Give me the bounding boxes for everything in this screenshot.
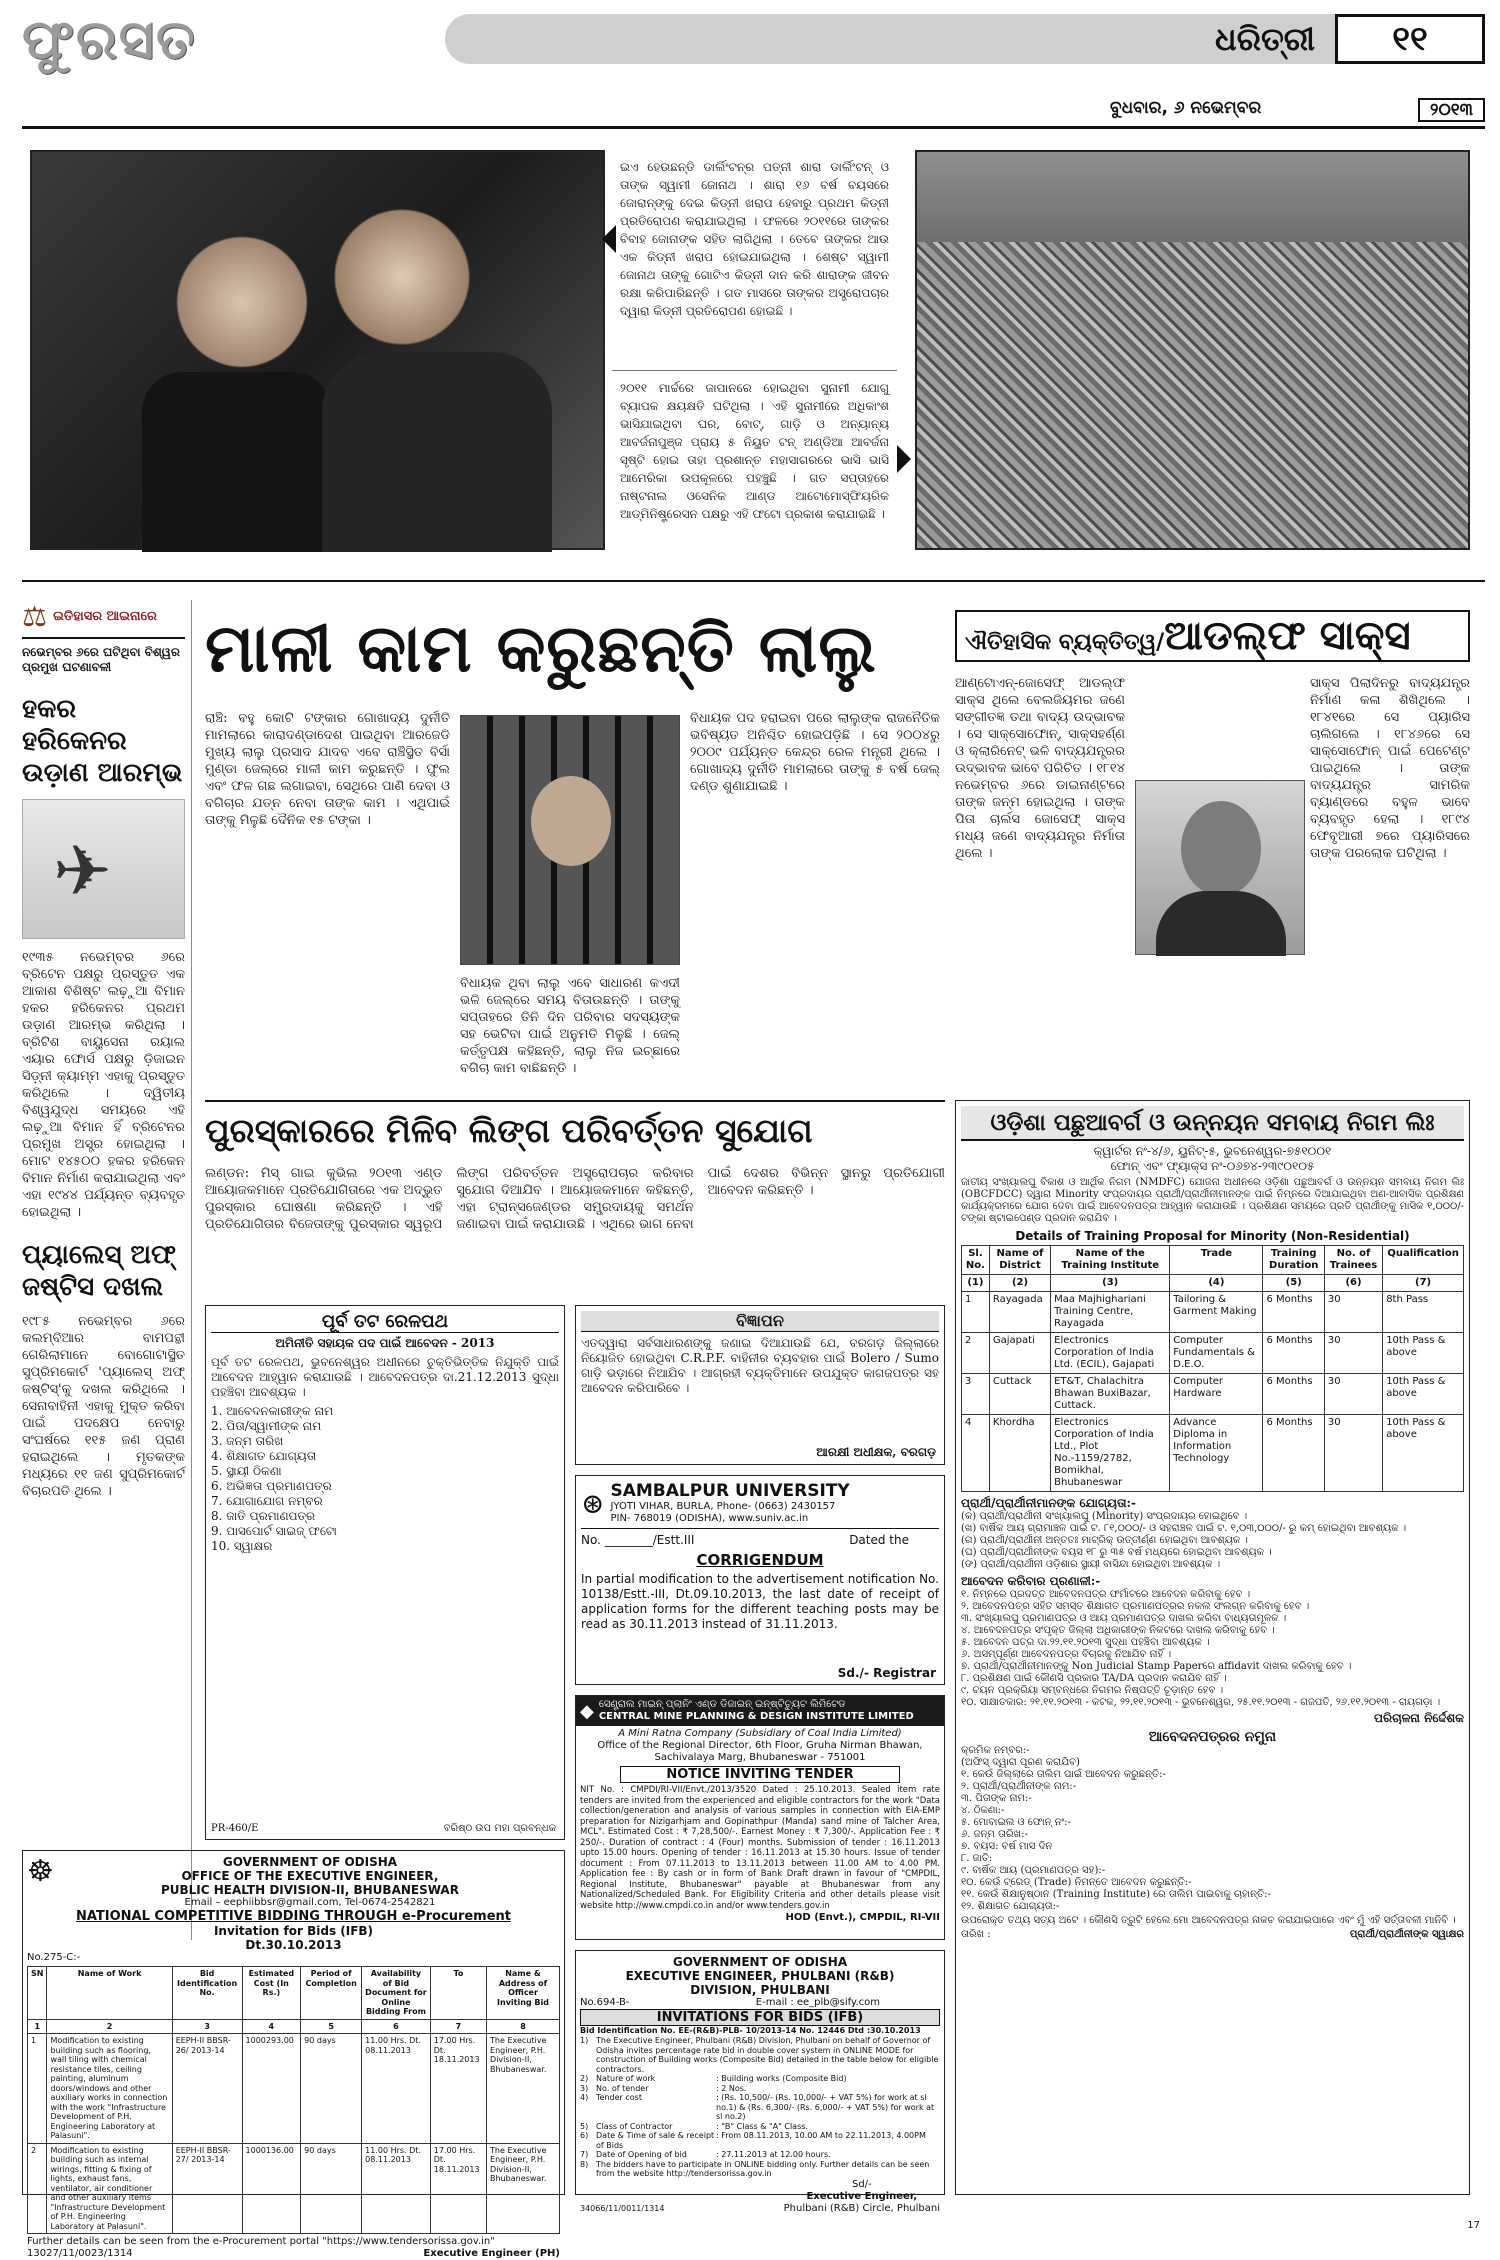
phulbani-row — [580, 2036, 940, 2074]
phd-ifb-notice — [22, 1850, 565, 2259]
eligibility-item: (କ) ପ୍ରାର୍ଥୀ/ପ୍ରାର୍ଥୀନୀ ସଂଖ୍ୟାଲଘୁ (Minority) ସଂପ୍ରଦାୟର ହୋଇଥିବେ । — [961, 1511, 1248, 1522]
phulbani-row-num: 4) — [580, 2093, 589, 2102]
cmpdi-logo-icon: ◆ — [580, 1700, 594, 1722]
phulbani-row — [580, 2122, 940, 2132]
issue-date: ବୁଧବାର, ୬ ନଭେମ୍ବର — [1110, 98, 1262, 118]
phulbani-sign1: Sd/- — [851, 2178, 872, 2190]
table-cell: 2 — [962, 1333, 990, 1374]
lalu-photo — [460, 715, 680, 965]
eligibility-item: (ଖ) ବାର୍ଷିକ ଆୟ ଗ୍ରାମାଞ୍ଚଳ ପାଇଁ ଟ. ୮୧,୦୦୦/- ଓ ସହରାଞ୍ଚଳ ପାଇଁ ଟ. ୧,୦୩,୦୦୦/- ରୁ କମ୍ ହୋଇଥିବା ଆବଶ୍ୟକ । — [961, 1523, 1407, 1534]
phulbani-row-key: Date & Time of sale & receipt of Bids — [596, 2131, 715, 2150]
table-header-cell: Training Duration — [1263, 1246, 1324, 1275]
ecr-list-item: 4. ଶିକ୍ଷାଗତ ଯୋଗ୍ୟତା — [211, 1449, 317, 1463]
table-header-cell: Bid Identification No. — [172, 1967, 242, 2020]
table-row — [28, 2034, 560, 2144]
table-cell: Electronics Corporation of India Ltd. (ECIL), Gajapati — [1051, 1333, 1170, 1374]
woman-dress — [142, 372, 332, 552]
issue-year: ୨୦୧୩ — [1418, 98, 1485, 122]
procedure-item: ୩. ସଂଖ୍ୟାଲଘୁ ପ୍ରମାଣପତ୍ର ଓ ଆୟ ପ୍ରମାଣପତ୍ର ଦାଖଲ କରିବା ବାଧ୍ୟତାମୂଳକ । — [961, 1613, 1287, 1624]
phd-table — [27, 1966, 560, 2234]
sambalpur-addr1: JYOTI VIHAR, BURLA, Phone- (0663) 2430157 — [610, 1501, 836, 1512]
phulbani-row — [580, 2093, 940, 2122]
table-colnum-cell: 5 — [301, 2019, 362, 2034]
phulbani-row-key: Date of Opening of bid — [596, 2150, 687, 2159]
page-number: ୧୧ — [1335, 14, 1485, 64]
lalu-headline: ମାଳୀ କାମ କରୁଛନ୍ତି ଲାଲୁ — [205, 609, 877, 687]
sidebar-logo-text: ଇତିହାସର ଆଇନାରେ — [53, 609, 157, 624]
table-colnum-cell: (4) — [1170, 1275, 1263, 1292]
table-cell: 6 Months — [1263, 1415, 1324, 1492]
obcfdc-phone: ଫୋନ୍ ଏବଂ ଫ୍ୟାକ୍ସ ନଂ-୦୬୭୪-୨୩୯୦୧୦୫ — [1110, 1159, 1315, 1173]
sax-text-1: ଆଣ୍ଟୋଏନ୍-ଜୋସେଫ୍ ଆଡଲ୍ଫ ସାକ୍ସ ଥିଲେ ବେଲଜିୟମର ଜଣେ ସଙ୍ଗୀତଜ୍ଞ ତଥା ବାଦ୍ୟ ଉଦ୍ଭାବକ । ସେ ସାକ୍ସୋଫୋନ୍, ସାକ୍ସହର୍ଣ୍ଣ ଓ କ୍ଲାରିନେଟ୍ ଭଳି ବାଦ୍ୟଯନ୍ତ୍ରର ଉଦ୍ଭାବକ ଭାବେ ପରିଚିତ । ୧୮୧୪ ନଭେମ୍ବର ୬ରେ ଡାଇନାଣ୍ଟରେ ତାଙ୍କ ଜନ୍ମ ହୋଇଥିଲା । ତାଙ୍କ ପିତା ଚାର୍ଲସ ଜୋସେଫ୍ ସାକ୍ସ ମଧ୍ୟ ଜଣେ ବାଦ୍ୟଯନ୍ତ୍ର ନିର୍ମାତା ଥିଲେ । — [955, 676, 1125, 861]
sambalpur-title: SAMBALPUR UNIVERSITY — [610, 1481, 850, 1501]
obcfdc-addr: କ୍ୱାର୍ଟର ନଂ-୪/୬, ୟୁନିଟ୍-୫, ଭୁବନେଶ୍ୱର-୭୫୧୦୦୧ — [1093, 1144, 1332, 1158]
procedure-item: ୬. ଅସମ୍ପୂର୍ଣ୍ଣ ଆବେଦନପତ୍ର ବିଚାରକୁ ନିଆଯିବ ନାହିଁ । — [961, 1649, 1172, 1660]
lalu-text-3: ବିଧାୟକ ପଦ ହରାଇବା ପରେ ଲାଲୁଙ୍କ ରାଜନୈତିକ ଭବିଷ୍ୟତ ଅନିଶ୍ଚିତ ହୋଇପଡ଼ିଛି । ସେ ୨୦୦୪ରୁ ୨୦୦୯ ପର୍ଯ୍ୟନ୍ତ କେନ୍ଦ୍ର ରେଳ ମନ୍ତ୍ରୀ ଥିଲେ । ଗୋଖାଦ୍ୟ ଦୁର୍ନୀତି ମାମଲାରେ ତାଙ୍କୁ ୫ ବର୍ଷ ଜେଲ୍ ଦଣ୍ଡ ଶୁଣାଯାଇଛି । — [690, 711, 940, 794]
table-cell: 10th Pass & above — [1383, 1374, 1464, 1415]
ecr-list-item: 5. ସ୍ଥାୟୀ ଠିକଣା — [211, 1464, 282, 1478]
table-cell: 6 Months — [1263, 1374, 1324, 1415]
gender-headline: ପୁରସ୍କାରରେ ମିଳିବ ଲିଙ୍ଗ ପରିବର୍ତ୍ତନ ସୁଯୋଗ — [205, 1111, 813, 1150]
cmpdi-sign: HOD (Envt.), CMPDIL, RI-VII — [785, 1912, 940, 1923]
obcfdc-title: ଓଡ଼ିଶା ପଛୁଆବର୍ଗ ଓ ଉନ୍ନୟନ ସମବାୟ ନିଗମ ଲିଃ — [961, 1106, 1464, 1141]
table-header-cell: To — [430, 1967, 486, 2020]
table-cell: 6 Months — [1263, 1292, 1324, 1333]
table-cell: 1 — [28, 2034, 47, 2144]
procedure-item: ୫. ଆବେଦନ ପତ୍ର ଦା.୨୨.୧୧.୨୦୧୩ ସୁଦ୍ଧା ପହଞ୍ଚିବା ଆବଶ୍ୟକ । — [961, 1637, 1210, 1648]
ecr-list-item: 8. ଜାତି ପ୍ରମାଣପତ୍ର — [211, 1509, 316, 1523]
table-header-cell: Sl. No. — [962, 1246, 990, 1275]
table-colnum-cell: (6) — [1324, 1275, 1382, 1292]
phulbani-sign3: Phulbani (R&B) Circle, Phulbani — [783, 2202, 940, 2214]
table-colnum-cell: 8 — [487, 2019, 560, 2034]
phd-email: Email – eephiibbsr@gmail.com, Tel-0674-2542821 — [184, 1897, 436, 1908]
ecr-title: ପୂର୍ବ ତଟ ରେଳପଥ — [211, 1311, 559, 1333]
table-colnum-cell: (2) — [989, 1275, 1050, 1292]
table-header-cell: Name of District — [989, 1246, 1050, 1275]
table-header-cell: Estimated Cost (In Rs.) — [242, 1967, 301, 2020]
table-header-cell: Qualification — [1383, 1246, 1464, 1275]
table-row — [962, 1374, 1464, 1415]
cmpdi-notice — [575, 1695, 945, 1940]
obcfdc-notice — [955, 1100, 1470, 2195]
table-cell: Rayagada — [989, 1292, 1050, 1333]
form-field-item: କ୍ରମିକ ନମ୍ବର:- — [961, 1745, 1030, 1756]
tsunami-debris-photo — [915, 150, 1470, 550]
table-cell: 17.00 Hrs. Dt. 18.11.2013 — [430, 2034, 486, 2144]
phulbani-ifb-notice — [575, 1950, 945, 2214]
procedure-item: ୨. ଆବେଦନପତ୍ର ସହିତ ସମସ୍ତ ଶିକ୍ଷାଗତ ପ୍ରମାଣପତ୍ରର ନକଲ ସଂଲଗ୍ନ କରିବାକୁ ହେବ । — [961, 1601, 1310, 1612]
eligibility-item: (ଙ) ପ୍ରାର୍ଥୀ/ପ୍ରାର୍ଥୀନୀ ଓଡ଼ିଶାର ସ୍ଥାୟୀ ବାସିନ୍ଦା ହୋଇଥିବା ଆବଶ୍ୟକ । — [961, 1559, 1221, 1570]
ecr-footer: ବରିଷ୍ଠ ଉପ ମହା ପ୍ରବନ୍ଧକ — [443, 1823, 556, 1834]
caption-arrow-right — [897, 445, 911, 473]
phulbani-email: E-mail : ee_plb@sify.com — [755, 1997, 880, 2008]
woman-figure — [172, 222, 312, 382]
sambalpur-body: In partial modification to the advertisement notification No. 10138/Estt.-III, Dt.09.10.2013, the last date of receipt of application forms for the different teaching posts may be read as 30.11.2013 instead of 31.11.2013. — [581, 1572, 939, 1631]
sax-coat — [1156, 891, 1286, 956]
obcfdc-date-label: ତାରିଖ : — [961, 1929, 991, 1940]
table-cell: Maa Majhighariani Training Centre, Rayagada — [1051, 1292, 1170, 1333]
caption-box-1 — [612, 150, 897, 370]
form-field-item: ୯. ବାର୍ଷିକ ଆୟ (ପ୍ରମାଣପତ୍ର ସହ):- — [961, 1865, 1106, 1876]
table-row — [962, 1333, 1464, 1374]
table-cell: 11.00 Hrs. Dt. 08.11.2013 — [362, 2034, 431, 2144]
ecr-list — [211, 1404, 559, 1554]
masthead-bar — [445, 14, 1485, 64]
hurricane-plane-photo — [22, 799, 185, 939]
sax-headline-box — [955, 610, 1470, 662]
sambalpur-sign: Sd./- Registrar — [837, 1666, 936, 1680]
table-header-cell: Name of the Training Institute — [1051, 1246, 1170, 1275]
table-header-cell: SN — [28, 1967, 47, 2020]
phd-dt: Dt.30.10.2013 — [245, 1938, 342, 1952]
phulbani-row — [580, 2160, 940, 2179]
form-field-item: ୧୧. କେଉଁ ଶିକ୍ଷାନୁଷ୍ଠାନ (Training Institute) ରେ ତାଲିମ ପାଇବାକୁ ଚାହାନ୍ତି:- — [961, 1889, 1271, 1900]
table-header-cell: Trade — [1170, 1246, 1263, 1275]
man-jacket — [322, 352, 552, 552]
table-colnum-cell: (3) — [1051, 1275, 1170, 1292]
table-colnum-cell: (7) — [1383, 1275, 1464, 1292]
phulbani-row-num: 6) — [580, 2131, 589, 2140]
phulbani-t2: EXECUTIVE ENGINEER, PHULBANI (R&B) — [625, 1969, 895, 1983]
cmpdi-sub1: A Mini Ratna Company (Subsidiary of Coal India Limited) — [618, 1728, 902, 1739]
caption-box-2 — [612, 370, 897, 550]
gavel-icon: ⚖ — [22, 600, 48, 633]
sambalpur-no: No. ________/Estt.III — [581, 1533, 695, 1547]
table-cell: 90 days — [301, 2034, 362, 2144]
phd-no: No.275-C:- — [27, 1952, 81, 1963]
phulbani-row-num: 3) — [580, 2083, 589, 2093]
eligibility-item: (ଗ) ପ୍ରାର୍ଥୀ/ପ୍ରାର୍ଥୀନୀ ଅନ୍ତତଃ ମାଟ୍ରିକ୍ ଉତ୍ତୀର୍ଣ୍ଣ ହୋଇଥିବା ଆବଶ୍ୟକ । — [961, 1535, 1248, 1546]
phulbani-row-num: 2) — [580, 2074, 589, 2083]
table-colnum-cell: 7 — [430, 2019, 486, 2034]
obcfdc-declaration: ଉପରୋକ୍ତ ତଥ୍ୟ ସତ୍ୟ ଅଟେ । କୌଣସି ତ୍ରୁଟି ହେଲେ ମୋ ଆବେଦନପତ୍ର ନାକଚ କରାଯାଇପାରେ ଏବଂ ମୁଁ ଏହି ସର୍ତ୍ତାବଳୀ ମାନିବି । — [961, 1915, 1456, 1926]
bigyapan-text: ଏତଦ୍ୱାରା ସର୍ବସାଧାରଣଙ୍କୁ ଜଣାଇ ଦିଆଯାଉଛି ଯେ, ବରଗଡ଼ ଜିଲ୍ଲାରେ ନିୟୋଜିତ ହୋଇଥିବା C.R.P.F. ବାହିନୀର ବ୍ୟବହାର ପାଇଁ Bolero / Sumo ଗାଡ଼ି ଭଡ଼ାରେ ନିଆଯିବ । ଆଗ୍ରହୀ ବ୍ୟକ୍ତିମାନେ ଉପଯୁକ୍ତ କାଗଜପତ୍ର ସହ ଆବେଦନ କରିପାରିବେ । — [581, 1336, 939, 1395]
sambalpur-notice — [575, 1475, 945, 1685]
form-field-item: ୬. ଜନ୍ମ ତାରିଖ:- — [961, 1829, 1028, 1840]
table-header-cell: Availability of Bid Document for Online Bidding From — [362, 1967, 431, 2020]
lalu-text-1: ରାଞ୍ଚି: ବହୁ କୋଟି ଟଙ୍କାର ଗୋଖାଦ୍ୟ ଦୁର୍ନୀତି ମାମଲାରେ କାରାଦଣ୍ଡାଦେଶ ପାଇଥିବା ଆରଜେଡି ମୁଖ୍ୟ ଲାଲୁ ପ୍ରସାଦ ଯାଦବ ଏବେ ରାଞ୍ଚିସ୍ଥିତ ବିର୍ସା ମୁଣ୍ଡା ଜେଲ୍‌ରେ ମାଳୀ କାମ କରୁଛନ୍ତି । ଫୁଲ ଏବଂ ଫଳ ଗଛ ଲଗାଇବା, ସେଥିରେ ପାଣି ଦେବା ଓ ବଗିଚାର ଯତ୍ନ ନେବା ତାଙ୍କ କାମ । ଏଥିପାଇଁ ତାଙ୍କୁ ମିଳୁଛି ଦୈନିକ ୧୫ ଟଙ୍କା । — [205, 711, 450, 828]
page-footer-number: 17 — [1467, 2220, 1480, 2231]
ecr-list-item: 6. ଅଭିଜ୍ଞତା ପ୍ରମାଣପତ୍ର — [211, 1479, 332, 1493]
form-field-item: ୭. ବୟସ: ବର୍ଷ ମାସ ଦିନ — [961, 1841, 1053, 1852]
table-cell: 30 — [1324, 1333, 1382, 1374]
table-cell: 11.00 Hrs. Dt. 08.11.2013 — [362, 2143, 431, 2234]
gender-body — [205, 1165, 945, 1300]
phd-code: 13027/11/0023/1314 — [27, 2248, 133, 2259]
obcfdc-intro: ଜାତୀୟ ସଂଖ୍ୟାଲଘୁ ବିକାଶ ଓ ଆର୍ଥିକ ନିଗମ (NMDFC) ଯୋଜନା ଅଧୀନରେ ଓଡ଼ିଶା ପଛୁଆବର୍ଗ ଓ ଉନ୍ନୟନ ସମବାୟ ନିଗମ ଲିଃ (OBCFDCC) ଦ୍ୱାରା Minority ସଂପ୍ରଦାୟର ପ୍ରାର୍ଥୀ/ପ୍ରାର୍ଥୀନୀମାନଙ୍କ ପାଇଁ ନିମ୍ନରେ ଦିଆଯାଇଥିବା ଅଣ-ଆବାସିକ ପ୍ରଶିକ୍ଷଣ କାର୍ଯ୍ୟକ୍ରମରେ ଯୋଗ ଦେବା ପାଇଁ ଆବେଦନପତ୍ର ଆହ୍ୱାନ କରାଯାଉଛି । ପ୍ରଶିକ୍ଷଣ ସମୟରେ ପ୍ରତି ପ୍ରାର୍ଥୀଙ୍କୁ ମାସିକ ୧,୦୦୦/- ଟଙ୍କା ଷ୍ଟାଇପେଣ୍ଡ ପ୍ରଦାନ କରାଯିବ । — [961, 1177, 1464, 1224]
lalu-face — [531, 776, 611, 866]
caption-1: ଇଏ ହେଉଛନ୍ତି ଡାର୍ଲିଂଟନ୍‌ର ପତ୍ନୀ ଶାରା ଡାର୍ଲିଂଟନ୍ ଓ ତାଙ୍କ ସ୍ୱାମୀ ଜୋନାଥ । ଶାରା ୧୬ ବର୍ଷ ବୟସରେ ଜୋରାନ୍‌ଙ୍କୁ ଦେଇ କିଡ୍‌ନୀ ଖରାପ ହେବାରୁ ପ୍ରଥମ କିଡ୍‌ନୀ ପ୍ରତିରୋପଣ କରାଯାଇଥିଲା । ଫଳରେ ୨୦୧୧ରେ ତାଙ୍କର ବିବାହ ଜୋନାଙ୍କ ସହିତ ଲାଗିଥିଲା । ତେବେ ତାଙ୍କର ଆଉ ଏକ କିଡ୍‌ନୀ ଖରାପ ହୋଇଯାଇଥିଲା । ଶେଷ୍ଟ ସ୍ୱାମୀ ଜୋନାଥ ତାଙ୍କୁ ଗୋଟିଏ କିଡ୍‌ନୀ ଦାନ କରି ଶାରାଙ୍କ ଜୀବନ ରକ୍ଷା କରିପାରିଛନ୍ତି । ଗତ ମାସରେ ତାଙ୍କର ଅସ୍ତ୍ରୋପଚାର ଦ୍ୱାରା କିଡ୍‌ନୀ ପ୍ରତିରୋପଣ ହୋଇଛି । — [620, 160, 889, 318]
table-cell: 4 — [962, 1415, 990, 1492]
sambalpur-addr2: PIN- 768019 (ODISHA), www.suniv.ac.in — [610, 1513, 809, 1524]
dateline — [1110, 98, 1485, 120]
phulbani-row-value: : 2 Nos. — [716, 2083, 747, 2093]
table-colnum-cell: 4 — [242, 2019, 301, 2034]
obcfdc-table — [961, 1245, 1464, 1492]
table-cell: 10th Pass & above — [1383, 1415, 1464, 1492]
table-header-cell: Name of Work — [47, 1967, 172, 2020]
table-colnum-cell: 6 — [362, 2019, 431, 2034]
ecr-subtitle: ଅମିନୀତି ସହାୟକ ପଦ ପାଇଁ ଆବେଦନ - 2013 — [275, 1336, 495, 1350]
photo-rule — [22, 580, 1485, 582]
lalu-text-2: ବିଧାୟକ ଥିବା ଲାଲୁ ଏବେ ସାଧାରଣ କଏଦୀ ଭଳି ଜେଲ୍‌ରେ ସମୟ ବିତାଉଛନ୍ତି । ତାଙ୍କୁ ସପ୍ତାହରେ ତିନି ଦିନ ପରିବାର ସଦସ୍ୟଙ୍କ ସହ ଭେଟିବା ପାଇଁ ଅନୁମତି ମିଳୁଛି । ଜେଲ୍ କର୍ତ୍ତୃପକ୍ଷ କହିଛନ୍ତି, ଲାଲୁ ନିଜ ଇଚ୍ଛାରେ ବଗିଚା କାମ ବାଛିଛନ୍ତି । — [460, 976, 680, 1076]
history-sidebar — [22, 600, 192, 1940]
phd-sign: Executive Engineer (PH) — [423, 2248, 560, 2259]
table-cell: 30 — [1324, 1374, 1382, 1415]
phulbani-row-num: 1) — [580, 2036, 589, 2045]
caption-2: ୨୦୧୧ ମାର୍ଚ୍ଚରେ ଜାପାନରେ ହୋଇଥିବା ସୁନାମୀ ଯୋଗୁ ବ୍ୟାପକ କ୍ଷୟକ୍ଷତି ଘଟିଥିଲା । ଏହି ସୁନାମୀରେ ଅଧିକାଂଶ ଭାସିଯାଇଥିବା ଘର, ବୋଟ୍, ଗାଡ଼ି ଓ ଅନ୍ୟାନ୍ୟ ଆବର୍ଜନାପୁଞ୍ଜ ପ୍ରାୟ ୫ ନିୟୁତ ଟନ୍ ଅଣ୍ଡିଆ ଆବର୍ଜନା ସୃଷ୍ଟି ହୋଇ ତାହା ପ୍ରଶାନ୍ତ ମହାସାଗରରେ ଭାସି ଭାସି ଆମେରିକା ଉପକୂଳରେ ପହଞ୍ଚୁଛି । ଗତ ସପ୍ତାହରେ ନାଷ୍ଟନାଲ ଓସେନିକ ଆଣ୍ଡ ଆଟୋମୋସ୍ଫିୟରିକ ଆଡ୍‌ମିନିଷ୍ଟ୍ରେସନ ପକ୍ଷରୁ ଏହି ଫଟୋ ପ୍ରକାଶ କରାଯାଇଛି । — [620, 381, 889, 521]
table-cell: 30 — [1324, 1292, 1382, 1333]
obcfdc-form-fields — [961, 1745, 1464, 1913]
obcfdc-elig-title: ପ୍ରାର୍ଥୀ/ପ୍ରାର୍ଥୀନୀମାନଙ୍କ ଯୋଗ୍ୟତା:- — [961, 1496, 1136, 1510]
form-field-item: ୧. କେଉଁ ଜିଲ୍ଲାରେ ତାଲିମ ପାଇଁ ଆବେଦନ କରୁଛନ୍ତି:- — [961, 1769, 1166, 1780]
phd-footer: Further details can be seen from the e-Procurement portal "https://www.tendersorissa.gov.in" — [27, 2236, 495, 2247]
phulbani-row-num: 8) — [580, 2159, 589, 2169]
table-cell: Cuttack — [989, 1374, 1050, 1415]
phulbani-bid-id: Bid Identification No. EE-(R&B)-PLB- 10/2013-14 No. 12446 Dtd :30.10.2013 — [580, 2026, 921, 2035]
phd-t3: PUBLIC HEALTH DIVISION-II, BHUBANESWAR — [160, 1883, 459, 1897]
table-cell: 3 — [962, 1374, 990, 1415]
phulbani-details — [580, 2036, 940, 2179]
paper-name: ଧରିତ୍ରୀ — [1215, 20, 1315, 58]
sax-portrait — [1135, 780, 1305, 955]
phulbani-t3: DIVISION, PHULBANI — [690, 1983, 830, 1997]
cmpdi-banner-en: CENTRAL MINE PLANNING & DESIGN INSTITUTE LIMITED — [598, 1711, 914, 1722]
phulbani-row — [580, 2074, 940, 2084]
obcfdc-signature: ପ୍ରାର୍ଥୀ/ପ୍ରାର୍ଥୀନୀଙ୍କ ସ୍ୱାକ୍ଷର — [1349, 1929, 1464, 1940]
table-cell: 6 Months — [1263, 1333, 1324, 1374]
phulbani-row-key: The bidders have to participate in ONLINE bidding only. Further details can be seen from the website http://tendersorissa.gov.in — [596, 2159, 930, 2178]
sidebar-text-2: ୧୯୮୫ ନଭେମ୍ବର ୬ରେ କଲମ୍ବିଆର ବାମପନ୍ଥୀ ଗେରିଲାମାନେ ବୋଗୋଟାସ୍ଥିତ ସୁପ୍ରିମକୋର୍ଟ 'ପ୍ୟାଲେସ୍ ଅଫ୍ ଜଷ୍ଟିସ୍'କୁ ଦଖଲ କରିଥିଲେ । ସେନାବାହିନୀ ଏହାକୁ ମୁକ୍ତ କରିବା ପାଇଁ ପଦକ୍ଷେପ ନେବାରୁ ସଂଘର୍ଷରେ ୧୧୫ ଜଣ ପ୍ରାଣ ହରାଇଥିଲେ । ମୃତକଙ୍କ ମଧ୍ୟରେ ୧୧ ଜଣ ସୁପ୍ରିମକୋର୍ଟ ବିଚାରପତି ଥିଲେ । — [22, 1314, 185, 1499]
table-row — [28, 2143, 560, 2234]
university-emblem-icon: ⊛ — [581, 1486, 605, 1520]
phulbani-row-value: : "B" Class & "A" Class. — [716, 2121, 808, 2131]
table-cell: Tailoring & Garment Making — [1170, 1292, 1263, 1333]
phulbani-row-key: Tender cost — [596, 2093, 642, 2102]
table-colnum-cell: (5) — [1263, 1275, 1324, 1292]
phulbani-sign2: Executive Engineer, — [806, 2190, 918, 2202]
table-cell: 2 — [28, 2143, 47, 2234]
phulbani-row-num: 7) — [580, 2150, 589, 2159]
top-rule — [22, 126, 1485, 129]
ecr-notice — [205, 1305, 565, 1840]
bigyapan-title: ବିଜ୍ଞାପନ — [581, 1311, 939, 1332]
obcfdc-director: ପରିଚାଳନା ନିର୍ଦ୍ଦେଶକ — [1374, 1711, 1464, 1725]
table-row — [962, 1292, 1464, 1333]
ecr-code: PR-460/E — [211, 1823, 259, 1834]
ecr-list-item: 2. ପିତା/ସ୍ୱାମୀଙ୍କ ନାମ — [211, 1419, 322, 1433]
table-cell: 1000136.00 — [242, 2143, 301, 2234]
gender-headline-box — [205, 1108, 945, 1156]
form-field-item: ୧୨. ଶିକ୍ଷାଗତ ଯୋଗ୍ୟତା:- — [961, 1901, 1060, 1912]
table-cell: The Executive Engineer, P.H. Division-II, Bhubaneswar. — [487, 2034, 560, 2144]
form-field-item: ୧୦. କେଉଁ ଟ୍ରେଡ୍ (Trade) ନିମନ୍ତେ ଆବେଦନ କରୁଛନ୍ତି:- — [961, 1877, 1192, 1888]
airplane-icon: ✈ — [53, 830, 112, 912]
sidebar-heading-1: ହକର ହରିକେନର ଉଡ଼ାଣ ଆରମ୍ଭ — [22, 694, 183, 788]
table-cell: EEPH-II BBSR-27/ 2013-14 — [172, 2143, 242, 2234]
lalu-col-1 — [205, 710, 450, 1090]
phd-heading: NATIONAL COMPETITIVE BIDDING THROUGH e-Procurement — [75, 1909, 512, 1924]
table-cell: The Executive Engineer, P.H. Division-II, Bhubaneswar. — [487, 2143, 560, 2234]
table-header-cell: Name & Address of Officer Inviting Bid — [487, 1967, 560, 2020]
ecr-list-item: 7. ଯୋଗାଯୋଗ ନମ୍ବର — [211, 1494, 323, 1508]
obcfdc-proc-title: ଆବେଦନ କରିବାର ପ୍ରଣାଳୀ:- — [961, 1574, 1101, 1588]
bigyapan-notice — [575, 1305, 945, 1465]
table-cell: 8th Pass — [1383, 1292, 1464, 1333]
table-cell: 1 — [962, 1292, 990, 1333]
table-cell: 17.00 Hrs. Dt. 18.11.2013 — [430, 2143, 486, 2234]
table-colnum-cell: 2 — [47, 2019, 172, 2034]
form-field-item: ୮. ଜାତି: — [961, 1853, 993, 1864]
table-cell: Advance Diploma in Information Technology — [1170, 1415, 1263, 1492]
cmpdi-body: NIT No. : CMPDI/RI-VII/Envt./2013/3520 Dated : 25.10.2013. Sealed item rate tenders are invited from the experienced and eligible contractors for the work "Data collection/generation and analysis of various samples in connection with EIA-EMP preparation for Nizigarhjam and Gopinathpur (Manda) sand mine of Talcher Area, MCL". Estimated Cost : ₹ 7,28,500/-. Earnest Money : ₹ 7,300/-. Application Fee : ₹ 250/-. Duration of contract : 4 (Four) months. Submission of tender : 16.11.2013 upto 15.00 hours. Opening of tender : 16.11.2013 at 15.30 hours. Issue of tender document : From 07.11.2013 to 13.11.2013 between 11.00 AM to 4.00 PM. Application fee : By cash or in form of Bank Draft drawn in favour of "CMPDIL, Regional Institute, Bhubaneswar" payable at Bhubaneswar from any Nationalized/Scheduled Bank. For Eligibility Criteria and other details please visit website http://www.cmpdi.co.in and/or www.tenders.gov.in — [580, 1785, 940, 1911]
sidebar-text-1: ୧୯୩୫ ନଭେମ୍ବର ୬ରେ ବ୍ରିଟେନ ପକ୍ଷରୁ ପ୍ରସ୍ତୁତ ଏକ ଆକାଶ ବିଶିଷ୍ଟ ଲଢ଼ୁଆ ବିମାନ ହକର ହରିକେନର ପ୍ରଥମ ଉଡ଼ାଣ ଆରମ୍ଭ କରିଥିଲା । ବ୍ରିଟିଶ ବାୟୁସେନା ରୟାଲ ଏୟାର ଫୋର୍ସ ପକ୍ଷରୁ ଡ଼ିଜାଇନ ସିଡ଼୍‌ନୀ କ୍ୟାମ୍ମ ଏହାକୁ ପ୍ରସ୍ତୁତ କରିଥିଲେ । ଦ୍ୱିତୀୟ ବିଶ୍ୱଯୁଦ୍ଧ ସମୟରେ ଏହି ଲଢ଼ୁଆ ବିମାନ ହିଁ ବ୍ରିଟେନର ପ୍ରମୁଖ ଅସ୍ତ୍ର ହୋଇଥିଲା । ମୋଟ ୧୪୫୦୦ ହକର ହରିକେନ ବିମାନ ନିର୍ମାଣ କରାଯାଇଥିଲା ଏବଂ ଏହା ୧୯୪୪ ପର୍ଯ୍ୟନ୍ତ ବ୍ୟବହୃତ ହୋଇଥିଲା । — [22, 950, 185, 1220]
sea-water — [917, 152, 1468, 242]
ecr-list-item: 3. ଜନ୍ମ ତାରିଖ — [211, 1434, 284, 1448]
sax-text-2: ସାକ୍ସ ପିଲାଦିନରୁ ବାଦ୍ୟଯନ୍ତ୍ର ନିର୍ମାଣ କଳା ଶିଖିଥିଲେ । ୧୮୪୧ରେ ସେ ପ୍ୟାରିସ ଚାଲିଗଲେ । ୧୮୪୬ରେ ସେ ସାକ୍ସୋଫୋନ୍ ପାଇଁ ପେଟେଣ୍ଟ ପାଇଥିଲେ । ତାଙ୍କ ବାଦ୍ୟଯନ୍ତ୍ର ସାମରିକ ବ୍ୟାଣ୍ଡରେ ବହୁଳ ଭାବେ ବ୍ୟବହୃତ ହେଲା । ୧୮୯୪ ଫେବୃଆରୀ ୭ରେ ପ୍ୟାରିସରେ ତାଙ୍କ ପରଲୋକ ଘଟିଥିଲା । — [1310, 676, 1470, 861]
procedure-item: ୯. ଚୟନ ପ୍ରକ୍ରିୟା ସମ୍ବନ୍ଧରେ ନିଗମର ନିଷ୍ପତ୍ତି ଚୂଡ଼ାନ୍ତ ହେବ । — [961, 1685, 1224, 1696]
obcfdc-form-title: ଆବେଦନପତ୍ରର ନମୁନା — [1148, 1729, 1277, 1745]
table-header-cell: No. of Trainees — [1324, 1246, 1382, 1275]
table-cell: Gajapati — [989, 1333, 1050, 1374]
sidebar-heading-2: ପ୍ୟାଲେସ୍ ଅଫ୍ ଜଷ୍ଟିସ ଦଖଲ — [22, 1240, 176, 1302]
cmpdi-sub2: Office of the Regional Director, 6th Floor, Gruha Nirman Bhawan, Sachivalaya Marg, Bhubaneswar - 751001 — [597, 1740, 923, 1763]
procedure-item: ୮. ପ୍ରଶିକ୍ଷଣ ପାଇଁ କୌଣସି ପ୍ରକାର TA/DA ପ୍ରଦାନ କରାଯିବ ନାହିଁ । — [961, 1673, 1227, 1684]
table-cell: ET&T, Chalachitra Bhawan BuxiBazar, Cuttack. — [1051, 1374, 1170, 1415]
procedure-item: ୪. ଆବେଦନପତ୍ର ସଂପୃକ୍ତ ଜିଲ୍ଲା ଅଧିକାରୀଙ୍କ ନିକଟରେ ଦାଖଲ କରିବାକୁ ହେବ । — [961, 1625, 1275, 1636]
phulbani-row-key: The Executive Engineer, Phulbani (R&B) Division, Phulbani on behalf of Governor of Odisha invites percentage rate bid in double cover system in ONLINE MODE for construction of Building works (Composite Bid) detailed in the table below for eligible contractors. — [596, 2036, 939, 2074]
procedure-item: ୧୦. ସାକ୍ଷାତକାର: ୨୧.୧୧.୨୦୧୩ - କଟକ, ୨୨.୧୧.୨୦୧୩ - ଭୁବନେଶ୍ୱର, ୨୫.୧୧.୨୦୧୩ - ଗଜପତି, ୨୬.୧୧.୨୦୧୩ - ରାୟଗଡ଼ା । — [961, 1697, 1441, 1708]
phulbani-heading: INVITATIONS FOR BIDS (IFB) — [580, 2009, 940, 2026]
sax-headline: ଆଡଲ୍ଫ ସାକ୍ସ — [1164, 612, 1411, 659]
section-logo — [22, 8, 362, 70]
bigyapan-sign: ଆରକ୍ଷୀ ଅଧୀକ୍ଷକ, ବରଗଡ଼ — [816, 1445, 936, 1459]
table-cell: 90 days — [301, 2143, 362, 2234]
ecr-body: ପୂର୍ବ ତଟ ରେଳପଥ, ଭୁବନେଶ୍ୱର ଅଧୀନରେ ଚୁକ୍ତିଭିତ୍ତିକ ନିଯୁକ୍ତି ପାଇଁ ଆବେଦନ ଆହ୍ୱାନ କରାଯାଉଛି । ଆବେଦନପତ୍ର ଦା.21.12.2013 ସୁଦ୍ଧା ପହଞ୍ଚିବା ଆବଶ୍ୟକ । — [211, 1355, 559, 1399]
eligibility-item: (ଘ) ପ୍ରାର୍ଥୀ/ପ୍ରାର୍ଥୀନୀଙ୍କ ବୟସ ୧୮ ରୁ ୩୫ ବର୍ଷ ମଧ୍ୟରେ ହୋଇଥିବା ଆବଶ୍ୟକ । — [961, 1547, 1272, 1558]
table-cell: 1000293.00 — [242, 2034, 301, 2144]
phd-t1: GOVERNMENT OF ODISHA — [222, 1855, 398, 1869]
procedure-item: ୭. ପ୍ରାର୍ଥୀ/ପ୍ରାର୍ଥୀନୀମାନଙ୍କୁ Non Judicial Stamp Paperରେ affidavit ଦାଖଲ କରିବାକୁ ହେବ । — [961, 1661, 1352, 1672]
odisha-emblem-icon: ☸ — [27, 1854, 54, 1889]
couple-photo — [30, 150, 605, 550]
phulbani-t1: GOVERNMENT OF ODISHA — [672, 1955, 848, 1969]
gender-text: ଲଣ୍ଡନ: ମିସ୍ ଗାଇ କୁଭିଲ ୨୦୧୩ ଏଣ୍ଡ ଆୟୋଜକମାନେ ପ୍ରତିଯୋଗିତାରେ ଏକ ଅଦ୍ଭୁତ ପୁରସ୍କାର ଘୋଷଣା କରିଛନ୍ତି । ଏହି ପ୍ରତିଯୋଗିତାର ବିଜେତାଙ୍କୁ ପୁରସ୍କାର ସ୍ୱରୂପ ଲିଙ୍ଗ ପରିବର୍ତ୍ତନ ଅସ୍ତ୍ରୋପଚାର କରିବାର ସୁଯୋଗ ଦିଆଯିବ । ଆୟୋଜକମାନେ କହିଛନ୍ତି, ଏହା ଟ୍ରାନ୍ସଜେଣ୍ଡର ସମ୍ପ୍ରଦାୟକୁ ସମର୍ଥନ ଜଣାଇବା ପାଇଁ କରାଯାଉଛି । ଏଥିରେ ଭାଗ ନେବା ପାଇଁ ଦେଶର ବିଭିନ୍ନ ସ୍ଥାନରୁ ପ୍ରତିଯୋଗୀ ଆବେଦନ କରିଛନ୍ତି । — [205, 1166, 945, 1232]
obcfdc-table-title: Details of Training Proposal for Minority (Non-Residential) — [1015, 1229, 1410, 1243]
table-colnum-cell: 3 — [172, 2019, 242, 2034]
cmpdi-heading: NOTICE INVITING TENDER — [620, 1766, 900, 1783]
ecr-list-item: 9. ପାସପୋର୍ଟ ସାଇଜ୍ ଫଟୋ — [211, 1524, 337, 1538]
phulbani-row-value: : (Rs. 10,500/- (Rs. 10,000/- + VAT 5%) for work at sl no.1) & (Rs. 6,300/- (Rs. 6,000/- + VAT 5%) for work at sl no.2) — [716, 2093, 935, 2121]
ecr-list-item: 1. ଆବେଦନକାରୀଙ୍କ ନାମ — [211, 1404, 334, 1418]
obcfdc-eligibility-list — [961, 1511, 1464, 1571]
lalu-headline-box — [205, 605, 945, 695]
table-cell: Modification to existing building such as flooring, wall tiling with chemical resistance tiles, ceiling painting, aluminum doors/windows and other auxiliary works in connection with the work "Infrastructure Development of P.H. Engineering Laboratory at Palasuni". — [47, 2034, 172, 2144]
cmpdi-banner-odia: ସେଣ୍ଟ୍ରାଲ ମାଇନ୍ ପ୍ଲାନିଂ ଏଣ୍ଡ ଡିଜାଇନ୍ ଇନ୍‌ଷ୍ଟିଚ୍ୟୁଟ ଲିମିଟେଡ — [598, 1699, 846, 1710]
form-field-item: ୨. ପ୍ରାର୍ଥୀ/ପ୍ରାର୍ଥୀନୀଙ୍କ ନାମ:- — [961, 1781, 1077, 1792]
phulbani-row-value: : 27.11.2013 at 12.00 hours. — [716, 2150, 831, 2159]
table-cell: 30 — [1324, 1415, 1382, 1492]
caption-arrow-left — [602, 225, 616, 253]
sax-col-1 — [955, 675, 1125, 1090]
table-colnum-cell: (1) — [962, 1275, 990, 1292]
table-cell: Electronics Corporation of India Ltd., Plot No.-1159/2782, Bomikhal, Bhubaneswar — [1051, 1415, 1170, 1492]
phulbani-row — [580, 2150, 940, 2160]
phulbani-row-key: Nature of work — [596, 2074, 656, 2083]
man-figure — [332, 192, 472, 362]
lalu-col-3 — [690, 710, 940, 1090]
table-cell: Modification to existing building such as internal wirings, fitting & fixing of lights, exhaust fans, ventilator, air conditioner and other auxiliary items "Infrastructure Development of P.H. Engineering Laboratory at Palasuni". — [47, 2143, 172, 2234]
phulbani-row — [580, 2131, 940, 2150]
sidebar-intro: ନଭେମ୍ବର ୬ରେ ଘଟିଥିବା ବିଶ୍ୱର ପ୍ରମୁଖ ଘଟଣାବଳୀ — [22, 645, 180, 674]
obcfdc-procedure-list — [961, 1589, 1464, 1709]
phd-t2: OFFICE OF THE EXECUTIVE ENGINEER, — [181, 1869, 439, 1883]
table-header-cell: Period of Completion — [301, 1967, 362, 2020]
phulbani-code: 34066/11/0011/1314 — [580, 2203, 665, 2213]
phd-sub: Invitation for Bids (IFB) — [213, 1924, 374, 1938]
sax-headline-prefix: ଐତିହାସିକ ବ୍ୟକ୍ତିତ୍ୱ/ — [965, 629, 1165, 655]
phulbani-row-value: : Building works (Composite Bid) — [716, 2074, 847, 2083]
section-title: ଫୁରସତ — [22, 7, 197, 71]
table-cell: 10th Pass & above — [1383, 1333, 1464, 1374]
sax-col-2 — [1310, 675, 1470, 1090]
table-cell: EEPH-II BBSR-26/ 2013-14 — [172, 2034, 242, 2144]
phulbani-row-key: Class of Contractor — [596, 2121, 673, 2131]
phulbani-row-num: 5) — [580, 2121, 589, 2131]
table-cell: Khordha — [989, 1415, 1050, 1492]
sambalpur-heading: CORRIGENDUM — [696, 1551, 824, 1569]
table-cell: Computer Hardware — [1170, 1374, 1263, 1415]
procedure-item: ୧. ନିମ୍ନରେ ପ୍ରଦତ୍ତ ଆବେଦନପତ୍ର ଫର୍ମାଟରେ ଆବେଦନ କରିବାକୁ ହେବ । — [961, 1589, 1251, 1600]
phulbani-row — [580, 2084, 940, 2094]
form-field-item: ୪. ଠିକଣା:- — [961, 1805, 1005, 1816]
phulbani-ref: No.694-B- — [580, 1997, 630, 2008]
sambalpur-dated: Dated the — [849, 1533, 909, 1547]
lalu-col-2 — [460, 975, 680, 1090]
sidebar-logo — [22, 600, 185, 639]
phulbani-row-value: : From 08.11.2013, 10.00 AM to 22.11.2013, 4.00PM — [716, 2131, 926, 2140]
gender-rule — [205, 1100, 945, 1102]
table-row — [962, 1415, 1464, 1492]
sax-face — [1181, 801, 1261, 896]
form-field-item: ୫. ମୋବାଇଲ ଓ ଫୋନ୍ ନଂ:- — [961, 1817, 1071, 1828]
phulbani-row-key: No. of tender — [596, 2083, 649, 2093]
table-cell: Computer Fundamentals & D.E.O. — [1170, 1333, 1263, 1374]
table-colnum-cell: 1 — [28, 2019, 47, 2034]
form-field-item: (ଅଫିସ୍ ଦ୍ୱାରା ପୂରଣ କରାଯିବ) — [961, 1757, 1080, 1768]
form-field-item: ୩. ପିତାଙ୍କ ନାମ:- — [961, 1793, 1032, 1804]
ecr-list-item: 10. ସ୍ୱାକ୍ଷର — [211, 1539, 273, 1553]
